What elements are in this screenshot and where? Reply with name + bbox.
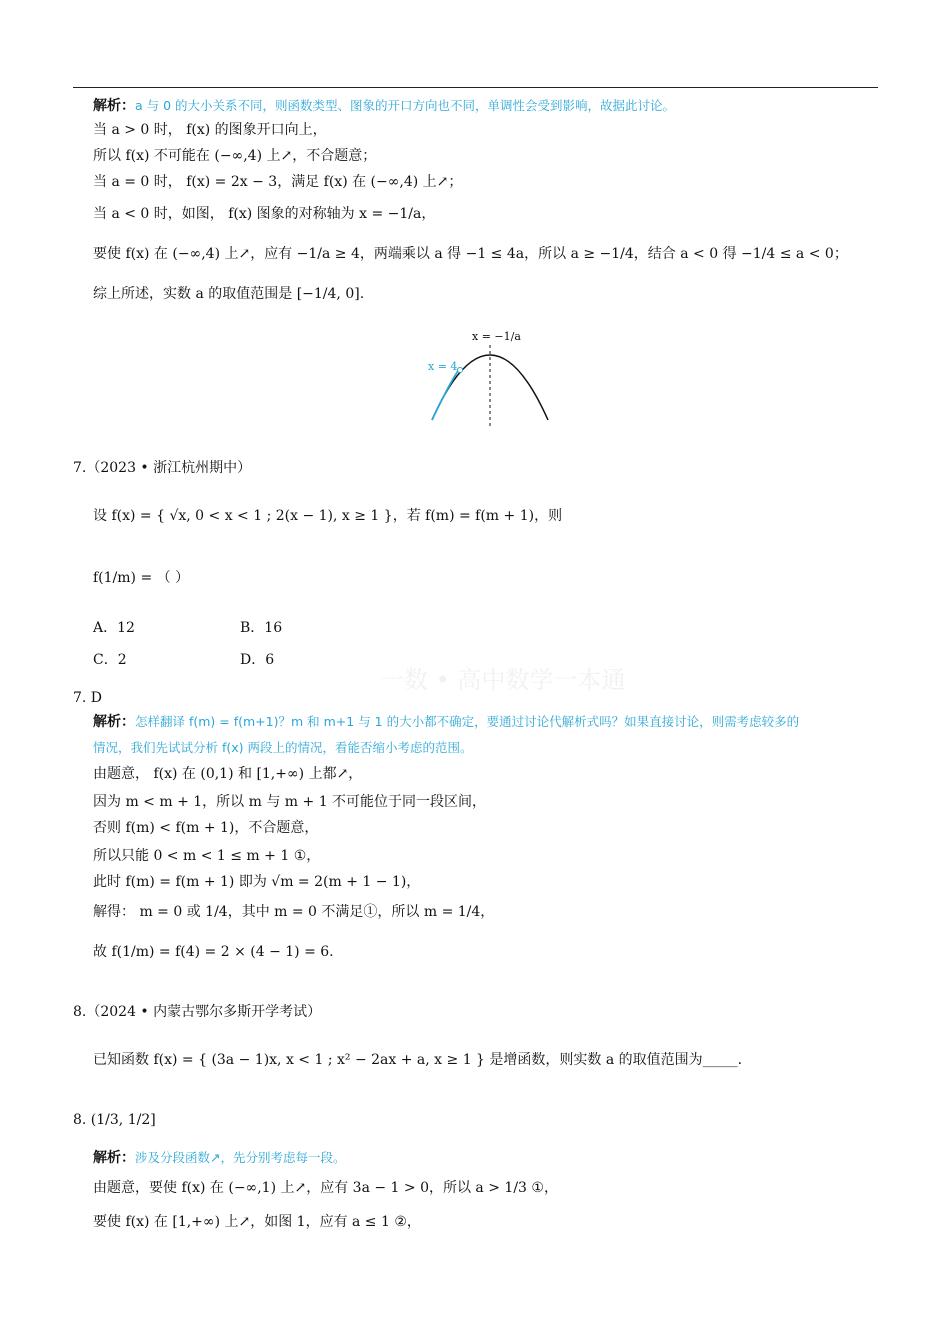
question-8-header: 8.（2024 • 内蒙古鄂尔多斯开学考试） (73, 1004, 322, 1020)
option-a[interactable]: A．12 (93, 620, 135, 636)
text-line: 由题意，要使 f(x) 在 (−∞,1) 上↗，应有 3a − 1 > 0，所以 a > 1/3 ①， (93, 1180, 558, 1196)
text-line: 否则 f(m) < f(m + 1)，不合题意， (93, 820, 319, 836)
question-7-stem: 设 f(x) = { √x, 0 < x < 1 ; 2(x − 1), x ≥ 1 }，若 f(m) = f(m + 1)，则 (93, 508, 563, 524)
text-line: 综上所述，实数 a 的取值范围是 [−1/4, 0]. (93, 286, 365, 302)
text-line: 所以只能 0 < m < 1 ≤ m + 1 ①， (93, 848, 321, 864)
text-line: 当 a = 0 时， f(x) = 2x − 3，满足 f(x) 在 (−∞,4) 上↗； (93, 174, 463, 190)
increasing-segment (432, 368, 460, 420)
axis-label: x = −1/a (472, 330, 521, 343)
question-8-stem: 已知函数 f(x) = { (3a − 1)x, x < 1 ; x² − 2ax + a, x ≥ 1 } 是增函数，则实数 a 的取值范围为_____. (93, 1052, 743, 1068)
solution-intro: 解析：a 与 0 的大小关系不同，则函数类型、图象的开口方向也不同，单调性会受到影响，故据此讨论。 (93, 98, 676, 114)
text-line: 由题意， f(x) 在 (0,1) 和 [1,+∞) 上都↗， (93, 766, 363, 782)
watermark: 一数 • 高中数学一本通 (380, 666, 626, 694)
option-b[interactable]: B．16 (240, 620, 283, 636)
text-line: 当 a > 0 时， f(x) 的图象开口向上， (93, 122, 327, 138)
point-label: x = 4 (428, 360, 458, 373)
text-line: 此时 f(m) = f(m + 1) 即为 √m = 2(m + 1 − 1)， (93, 874, 421, 890)
answer-8: 8. (1/3, 1/2] (73, 1112, 156, 1128)
text-line: 当 a < 0 时，如图， f(x) 图象的对称轴为 x = −1/a， (93, 206, 436, 222)
text-line: 故 f(1/m) = f(4) = 2 × (4 − 1) = 6. (93, 944, 334, 960)
solution-7-intro: 解析：怎样翻译 f(m) = f(m+1)？m 和 m+1 与 1 的大小都不确定，要通过讨论代解析式吗？如果直接讨论，则需考虑较多的 (93, 714, 800, 730)
question-7-header: 7.（2023 • 浙江杭州期中） (73, 460, 252, 476)
text-line: 要使 f(x) 在 (−∞,4) 上↗，应有 −1/a ≥ 4，两端乘以 a 得 −1 ≤ 4a，所以 a ≥ −1/4，结合 a < 0 得 −1/4 ≤ a < 0； (93, 246, 848, 262)
option-c[interactable]: C．2 (93, 652, 127, 668)
text-line: 所以 f(x) 不可能在 (−∞,4) 上↗，不合题意； (93, 148, 377, 164)
text-line: 要使 f(x) 在 [1,+∞) 上↗，如图 1，应有 a ≤ 1 ②， (93, 1214, 421, 1230)
top-rule (73, 87, 878, 88)
answer-7: 7. D (73, 690, 103, 706)
parabola-graph (420, 320, 560, 430)
point-x4 (458, 368, 463, 373)
text-line: 解得： m = 0 或 1/4，其中 m = 0 不满足①，所以 m = 1/4， (93, 904, 495, 920)
text-line: 因为 m < m + 1，所以 m 与 m + 1 不可能位于同一段区间， (93, 794, 487, 810)
option-d[interactable]: D．6 (240, 652, 275, 668)
solution-8-intro: 解析：涉及分段函数↗，先分别考虑每一段。 (93, 1150, 346, 1166)
question-7-blank: f(1/m) = （ ） (93, 570, 190, 586)
solution-7-intro-cont: 情况，我们先试试分析 f(x) 两段上的情况，看能否缩小考虑的范围。 (93, 740, 473, 755)
